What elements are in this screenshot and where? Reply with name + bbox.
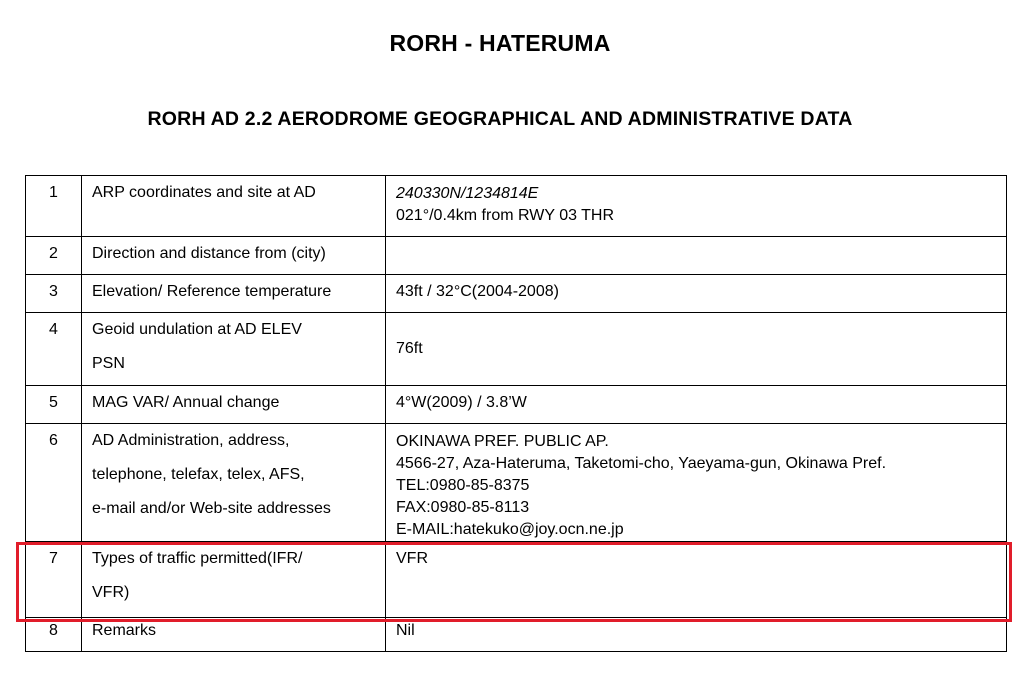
row-value-line: 43ft / 32°C(2004-2008) bbox=[396, 283, 559, 300]
row-value bbox=[386, 237, 1007, 275]
table-row bbox=[26, 275, 1007, 313]
row-number: 7 bbox=[26, 542, 82, 618]
row-value-line: E-MAIL:hatekuko@joy.ocn.ne.jp bbox=[396, 521, 624, 538]
row-value-line: TEL:0980-85-8375 bbox=[396, 477, 530, 494]
row-label bbox=[82, 618, 386, 652]
row-label-line: telephone, telefax, telex, AFS, bbox=[92, 466, 305, 483]
row-label-line: Remarks bbox=[92, 622, 157, 639]
row-value-line: 76ft bbox=[396, 340, 423, 357]
table-row bbox=[26, 618, 1007, 652]
row-label bbox=[82, 386, 386, 424]
row-number: 6 bbox=[26, 424, 82, 542]
row-label-line: PSN bbox=[92, 355, 125, 372]
row-value-line: 240330N/1234814E bbox=[396, 185, 539, 202]
row-label-line: AD Administration, address, bbox=[92, 432, 290, 449]
row-label-line: ARP coordinates and site at AD bbox=[92, 184, 316, 201]
row-value bbox=[386, 275, 1007, 313]
row-label-line: MAG VAR/ Annual change bbox=[92, 394, 280, 411]
row-value bbox=[386, 313, 1007, 386]
row-value-line: 4566-27, Aza-Hateruma, Taketomi-cho, Yaeyama-gun, Okinawa Pref. bbox=[396, 455, 887, 472]
section-title: RORH AD 2.2 AERODROME GEOGRAPHICAL AND ADMINISTRATIVE DATA bbox=[147, 108, 853, 130]
table-row bbox=[26, 542, 1007, 618]
row-value-line: Nil bbox=[396, 622, 415, 639]
row-label bbox=[82, 275, 386, 313]
row-number: 1 bbox=[26, 176, 82, 237]
row-label bbox=[82, 313, 386, 386]
table-row bbox=[26, 424, 1007, 542]
row-value-line: OKINAWA PREF. PUBLIC AP. bbox=[396, 433, 609, 450]
row-label-line: Direction and distance from (city) bbox=[92, 245, 326, 262]
row-label bbox=[82, 542, 386, 618]
row-label-line: Elevation/ Reference temperature bbox=[92, 283, 332, 300]
row-value bbox=[386, 618, 1007, 652]
row-label bbox=[82, 237, 386, 275]
row-number: 4 bbox=[26, 313, 82, 386]
page-title: RORH - HATERUMA bbox=[389, 30, 611, 56]
row-number: 5 bbox=[26, 386, 82, 424]
row-label-line: Geoid undulation at AD ELEV bbox=[92, 321, 302, 338]
row-value-line: 4°W(2009) / 3.8’W bbox=[396, 394, 527, 411]
row-number: 2 bbox=[26, 237, 82, 275]
row-value bbox=[386, 386, 1007, 424]
row-value bbox=[386, 542, 1007, 618]
aerodrome-data-table bbox=[25, 175, 1007, 652]
table-row bbox=[26, 176, 1007, 237]
row-value bbox=[386, 176, 1007, 237]
row-value-line: 021°/0.4km from RWY 03 THR bbox=[396, 207, 615, 224]
row-value-line: VFR bbox=[396, 550, 428, 567]
row-label-line: Types of traffic permitted(IFR/ bbox=[92, 550, 303, 567]
row-value-line: FAX:0980-85-8113 bbox=[396, 499, 530, 516]
table-row bbox=[26, 237, 1007, 275]
row-number: 3 bbox=[26, 275, 82, 313]
row-value bbox=[386, 424, 1007, 542]
table-row bbox=[26, 313, 1007, 386]
row-number: 8 bbox=[26, 618, 82, 652]
row-label bbox=[82, 424, 386, 542]
row-label-line: e-mail and/or Web-site addresses bbox=[92, 500, 331, 517]
row-label-line: VFR) bbox=[92, 584, 130, 601]
table-row bbox=[26, 386, 1007, 424]
row-label bbox=[82, 176, 386, 237]
